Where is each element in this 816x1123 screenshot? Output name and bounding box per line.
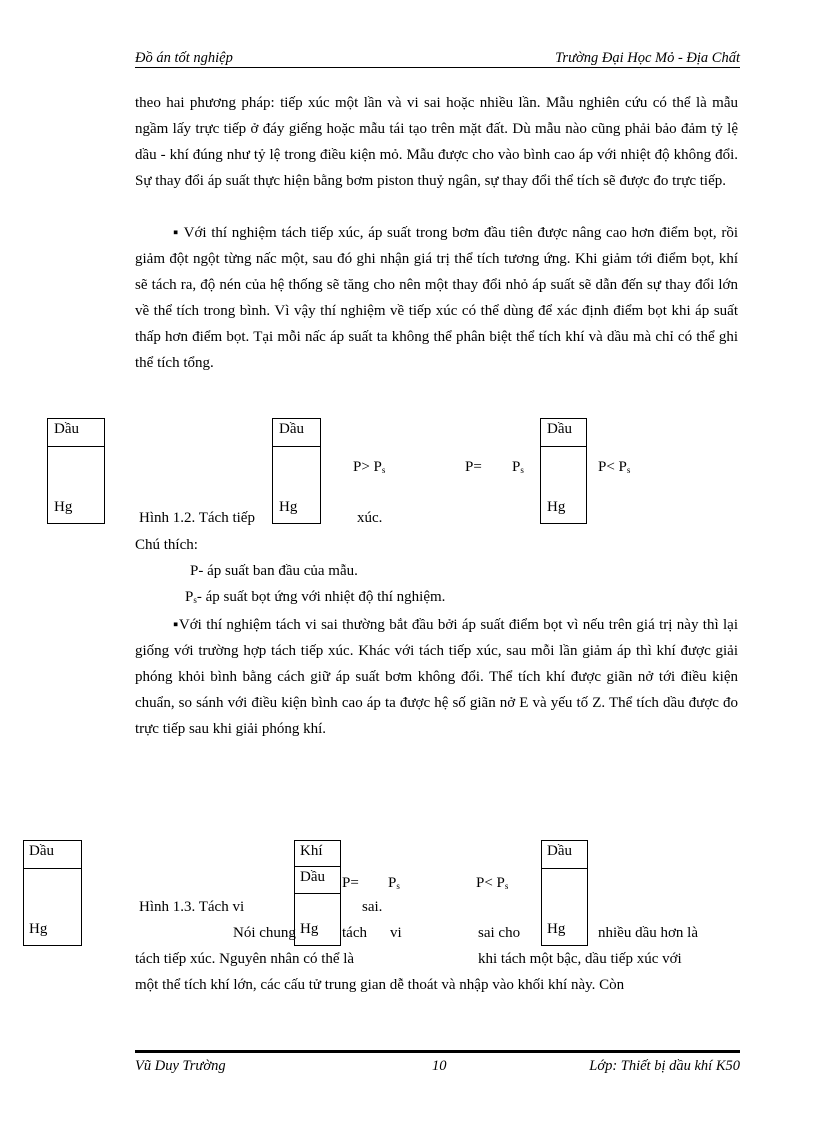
figure1-caption-part1: Hình 1.2. Tách tiếp — [139, 510, 255, 526]
bullet-icon: ▪ — [173, 225, 180, 241]
figure1-box-1 — [47, 418, 105, 524]
bottom-line1-d: sai cho — [478, 925, 521, 941]
figure1-condition-3-text: P< P — [598, 459, 627, 475]
figure1-condition-2-var-text: P — [512, 459, 521, 475]
figure2-condition-2-text: P< P — [476, 875, 505, 891]
bottom-line3: một thể tích khí lớn, các cấu tử trung gian dễ thoát và nhập vào khối khí này. Còn — [135, 977, 625, 993]
figure2-box-2-divider-2 — [295, 893, 340, 894]
figure2-box-3 — [541, 840, 588, 946]
figure1-condition-3-sub: s — [626, 465, 631, 475]
figure1-condition-1-sub: s — [381, 465, 386, 475]
figure1-box-2-oil-label: Dầu — [279, 421, 304, 437]
figure2-condition-1-var-text: P — [388, 875, 397, 891]
figure2-condition-1-var — [388, 875, 400, 892]
figure1-caption-part2: xúc. — [357, 510, 383, 526]
figure1-condition-2-sub: s — [520, 465, 524, 475]
figure1-condition-2-var — [512, 459, 524, 476]
bottom-line1-b: tách — [342, 925, 367, 941]
figure2-box-2-oil-label: Dầu — [300, 869, 325, 885]
figure1-box-3-hg-label: Hg — [547, 499, 566, 515]
bottom-line1-a: Nói chung — [233, 925, 296, 941]
bullet-icon: ▪ — [173, 617, 179, 633]
figure2-caption-part2: sai. — [362, 899, 383, 915]
figure2-box-3-hg-label: Hg — [547, 921, 566, 937]
header-right-text: Trường Đại Học Mỏ - Địa Chất — [555, 50, 740, 66]
note-2-sub: s — [193, 595, 197, 605]
figure2-condition-1-sub: s — [396, 881, 400, 891]
figure1-box-2 — [272, 418, 321, 524]
figure2-condition-1-prefix: P= — [342, 875, 359, 891]
figure2-box-1-hg-label: Hg — [29, 921, 48, 937]
note-1: P- áp suất ban đầu của mẫu. — [190, 563, 358, 579]
figure2-box-1-oil-label: Dầu — [29, 843, 54, 859]
figure1-condition-1 — [353, 459, 385, 476]
figure1-condition-1-text: P> P — [353, 459, 382, 475]
paragraph-3-text: Với thí nghiệm tách vi sai thường bắt đầu bởi áp suất điểm bọt vì nếu trên giá trị này thì lại giống với trường hợp tách tiếp xúc. Khác với tách tiếp xúc, sau mỗi lần giảm áp thì khí được giải phóng khỏi bình bằng cách giữ áp suất bơm không đổi. Thể tích khí được giãn nở tới điều kiện chuẩn, so sánh với điều kiện bình cao áp ta được hệ số giãn nở E và yếu tố Z. Thể tích dầu được đo trực tiếp sau khi giải phóng khí. — [135, 617, 738, 737]
figure2-box-1 — [23, 840, 82, 946]
header-rule — [135, 67, 740, 68]
figure2-box-2-gas-label: Khí — [300, 843, 323, 859]
figure1-box-3 — [540, 418, 587, 524]
figure2-box-2-hg-label: Hg — [300, 921, 319, 937]
figure2-box-2 — [294, 840, 341, 946]
figure1-condition-3 — [598, 459, 630, 476]
note-2-text: - áp suất bọt ứng với nhiệt độ thí nghiệm. — [196, 589, 446, 605]
figure1-box-1-oil-label: Dầu — [54, 421, 79, 437]
note-2 — [185, 589, 445, 606]
figure2-condition-2-sub: s — [504, 881, 509, 891]
page-number: 10 — [432, 1058, 447, 1074]
figure2-box-3-oil-label: Dầu — [547, 843, 572, 859]
paragraph-3 — [135, 612, 738, 742]
notes-title: Chú thích: — [135, 537, 198, 553]
figure1-box-2-hg-label: Hg — [279, 499, 298, 515]
footer-author: Vũ Duy Trường — [135, 1058, 226, 1074]
paragraph-2 — [135, 220, 738, 376]
footer-rule — [135, 1050, 740, 1053]
figure1-box-3-oil-label: Dầu — [547, 421, 572, 437]
figure1-box-1-hg-label: Hg — [54, 499, 73, 515]
figure2-caption-part1: Hình 1.3. Tách vi — [139, 899, 245, 915]
bottom-line1-e: nhiều dầu hơn là — [598, 925, 698, 941]
bottom-line2-a: tách tiếp xúc. Nguyên nhân có thể là — [135, 951, 355, 967]
figure2-condition-2 — [476, 875, 508, 892]
header-left-text: Đồ án tốt nghiệp — [135, 50, 233, 66]
note-2-var: P — [185, 589, 194, 605]
bottom-line2-b: khi tách một bậc, dầu tiếp xúc với — [478, 951, 682, 967]
figure1-condition-2-prefix: P= — [465, 459, 482, 475]
paragraph-1: theo hai phương pháp: tiếp xúc một lần và vi sai hoặc nhiều lần. Mẫu nghiên cứu có thể là mẫu ngầm lấy trực tiếp ở đáy giếng hoặc mẫu tái tạo trên mặt đất. Dù mẫu nào cũng phải bảo đảm tỷ lệ dầu - khí đúng như tỷ lệ trong điều kiện mỏ. Mẫu được cho vào bình cao áp với nhiệt độ không đổi. Sự thay đổi áp suất thực hiện bằng bơm piston thuỷ ngân, sự thay đổi thể tích sẽ được đo trực tiếp. — [135, 95, 738, 189]
footer-class: Lớp: Thiết bị dầu khí K50 — [589, 1058, 740, 1074]
bottom-line1-c: vi — [390, 925, 402, 941]
paragraph-2-text: Với thí nghiệm tách tiếp xúc, áp suất trong bơm đầu tiên được nâng cao hơn điểm bọt, rồi giảm đột ngột từng nấc một, sau đó ghi nhận giá trị thể tích tương ứng. Khi giảm tới điểm bọt, khí sẽ tách ra, độ nén của hệ thống sẽ tăng cho nên một thay đổi nhỏ áp suất sẽ dẫn đến sự thay đổi lớn về thể tích trong bình. Vì vậy thí nghiệm về tiếp xúc có thể dùng để xác định điểm bọt khi áp suất thấp hơn điểm bọt. Tại mỗi nấc áp suất ta không thể phân biệt thể tích khí và dầu mà chỉ có thể ghi thể tích tổng. — [135, 225, 738, 371]
